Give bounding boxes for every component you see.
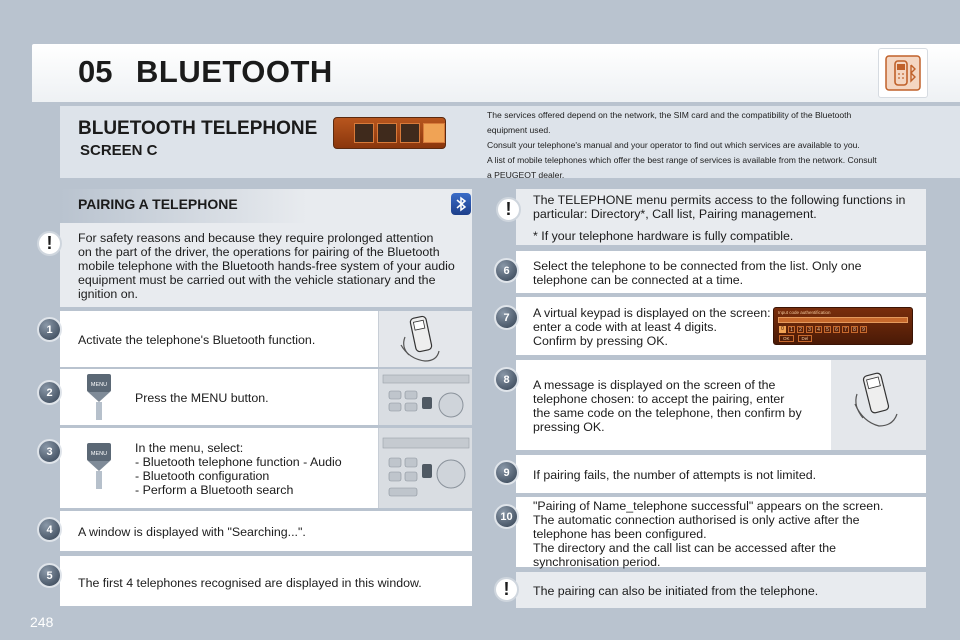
services-line: A list of mobile telephones which offer the best range of services is available from the network. Consult — [487, 155, 877, 165]
warning-icon: ! — [496, 197, 521, 222]
step-line: If pairing fails, the number of attempts is not limited. — [533, 468, 817, 482]
step-number-badge: 3 — [37, 439, 62, 464]
virtual-keypad-screen — [773, 307, 913, 345]
keypad-digit[interactable]: 9 — [860, 326, 867, 333]
safety-line: ignition on. — [78, 287, 138, 301]
code-entry-field[interactable] — [778, 317, 908, 323]
keypad-title: Input code authentification — [778, 310, 831, 315]
services-note — [487, 108, 927, 183]
step-number-badge: 10 — [494, 504, 519, 529]
keypad-digit[interactable]: 4 — [815, 326, 822, 333]
step-line: synchronisation period. — [533, 555, 661, 569]
phone-image — [378, 311, 472, 367]
chapter-title: BLUETOOTH — [136, 54, 333, 89]
step-line: telephone chosen: to accept the pairing, enter — [533, 392, 785, 406]
menu-key-icon — [86, 372, 112, 422]
menu-key-label: MENU — [90, 382, 108, 388]
menu-option: - Bluetooth telephone function - Audio — [135, 455, 342, 469]
step-number-badge: 6 — [494, 258, 519, 283]
step-2-text: Press the MENU button. — [135, 391, 269, 405]
step-4-text: A window is displayed with "Searching...". — [78, 525, 306, 539]
services-line: The services offered depend on the network, the SIM card and the compatibility of the Bluetooth — [487, 110, 852, 120]
step-9-text — [533, 468, 816, 482]
keypad-digit[interactable]: 7 — [842, 326, 849, 333]
services-line: equipment used. — [487, 125, 551, 135]
step-line: the same code on the telephone, then confirm by — [533, 406, 802, 420]
pairing-title: PAIRING A TELEPHONE — [78, 196, 238, 212]
menu-option: - Bluetooth configuration — [135, 469, 270, 483]
dashboard-image — [378, 369, 472, 425]
step-line: telephone has been configured. — [533, 527, 707, 541]
dashboard-image — [378, 428, 472, 508]
keypad-actions — [779, 335, 912, 342]
keypad-digit[interactable]: 1 — [788, 326, 795, 333]
keypad-digit[interactable]: 5 — [824, 326, 831, 333]
keypad-digit[interactable]: 0 — [779, 326, 786, 333]
safety-line: equipment must be carried out with the vehicle stationary and the — [78, 273, 436, 287]
keypad-digit[interactable]: 6 — [833, 326, 840, 333]
step-line: enter a code with at least 4 digits. — [533, 320, 717, 334]
menu-key-label: MENU — [90, 451, 108, 457]
section-title: BLUETOOTH TELEPHONE — [78, 118, 318, 139]
telephone-menu-line: The TELEPHONE menu permits access to the following functions in — [533, 193, 906, 207]
warning-icon: ! — [494, 577, 519, 602]
keypad-del-button[interactable]: Del — [798, 335, 813, 342]
menu-options-list — [135, 455, 342, 497]
bluetooth-phone-icon — [878, 48, 928, 98]
step-number-badge: 4 — [37, 517, 62, 542]
step-number-badge: 9 — [494, 460, 519, 485]
keypad-ok-button[interactable]: OK — [779, 335, 794, 342]
menu-key-icon — [86, 441, 112, 491]
keypad-digit[interactable]: 3 — [806, 326, 813, 333]
step-number-badge: 2 — [37, 380, 62, 405]
safety-line: on the part of the driver, the operations for pairing of the Bluetooth — [78, 245, 440, 259]
step-number-badge: 5 — [37, 563, 62, 588]
step-5-text: The first 4 telephones recognised are displayed in this window. — [78, 576, 422, 590]
step-8-text — [533, 378, 802, 434]
section-subtitle: SCREEN C — [80, 142, 158, 159]
step-line: telephone can be connected at a time. — [533, 273, 744, 287]
services-line: Consult your telephone's manual and your operator to find out which services are available to you. — [487, 140, 860, 150]
safety-line: mobile telephone with the Bluetooth hands-free system of your audio — [78, 259, 455, 273]
page-number: 248 — [30, 614, 54, 630]
step-7-text — [533, 306, 771, 348]
telephone-menu-line: particular: Directory*, Call list, Pairing management. — [533, 207, 817, 221]
keypad-digit[interactable]: 2 — [797, 326, 804, 333]
safety-text — [78, 231, 468, 301]
screen-segment — [400, 123, 420, 143]
step-line: Select the telephone to be connected from the list. Only one — [533, 259, 862, 273]
services-line: a PEUGEOT dealer. — [487, 170, 565, 180]
footnote: * If your telephone hardware is fully compatible. — [533, 229, 794, 243]
menu-option: - Perform a Bluetooth search — [135, 483, 294, 497]
step-line: pressing OK. — [533, 420, 605, 434]
screen-c-image — [333, 117, 446, 149]
keypad-digit[interactable]: 8 — [851, 326, 858, 333]
bluetooth-icon — [451, 193, 471, 215]
step-10-text — [533, 499, 883, 569]
step-number-badge: 7 — [494, 305, 519, 330]
screen-segment — [354, 123, 374, 143]
step-line: A message is displayed on the screen of the — [533, 378, 776, 392]
chapter-number: 05 — [78, 54, 113, 89]
step-line: "Pairing of Name_telephone successful" appears on the screen. — [533, 499, 884, 513]
step-number-badge: 8 — [494, 367, 519, 392]
safety-line: For safety reasons and because they require prolonged attention — [78, 231, 434, 245]
step-1-text: Activate the telephone's Bluetooth function. — [78, 333, 316, 347]
telephone-menu-text — [533, 193, 923, 221]
warning-icon: ! — [37, 231, 62, 256]
step-line: A virtual keypad is displayed on the screen: — [533, 306, 771, 320]
step-3-text: In the menu, select: — [135, 441, 244, 455]
keypad-digits — [779, 326, 912, 333]
final-note: The pairing can also be initiated from the telephone. — [533, 584, 819, 598]
step-6-text — [533, 259, 862, 287]
screen-segment-lit — [423, 123, 445, 143]
screen-segment — [377, 123, 397, 143]
step-number-badge: 1 — [37, 317, 62, 342]
step-line: The directory and the call list can be accessed after the — [533, 541, 837, 555]
step-line: Confirm by pressing OK. — [533, 334, 668, 348]
phone-image — [831, 360, 926, 450]
step-line: The automatic connection authorised is only active after the — [533, 513, 860, 527]
